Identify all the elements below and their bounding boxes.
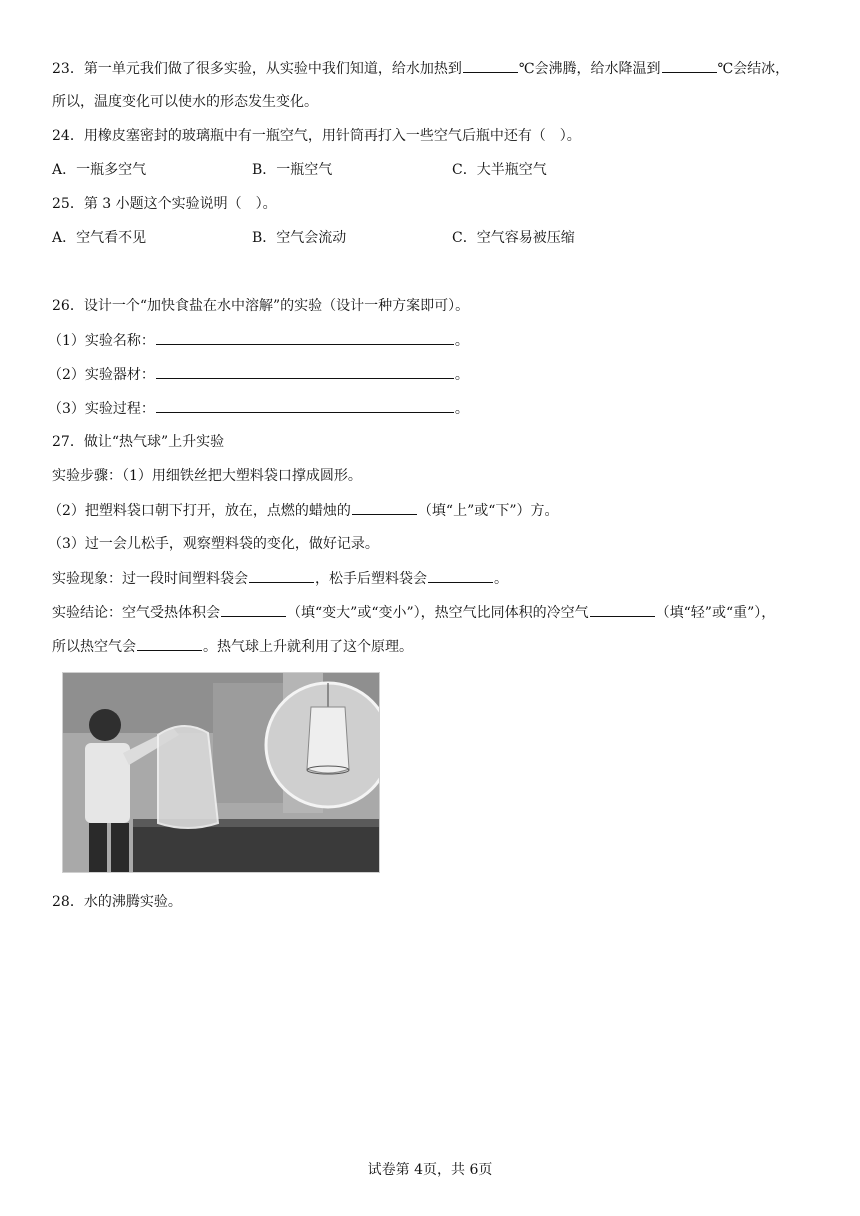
q23-blank-freeze[interactable] (662, 58, 717, 73)
q23-text-a: 23．第一单元我们做了很多实验，从实验中我们知道，给水加热到 (52, 61, 462, 77)
q27-step1: 实验步骤：（1）用细铁丝把大塑料袋口撑成圆形。 (52, 468, 362, 484)
q26-line2 (48, 364, 469, 385)
q24-option-b[interactable]: B．一瓶空气 (252, 162, 333, 178)
q26-period: 。 (454, 367, 469, 383)
q27-blank-rise[interactable] (137, 636, 202, 651)
q24-stem: 24．用橡皮塞密封的玻璃瓶中有一瓶空气，用针筒再打入一些空气后瓶中还有（ ）。 (52, 128, 581, 144)
q27-phenomenon (52, 568, 508, 589)
q26-period: 。 (454, 333, 469, 349)
q26-blank-materials[interactable] (156, 364, 454, 379)
q25-option-a[interactable]: A．空气看不见 (52, 230, 147, 246)
q26-label-name: （1）实验名称： (48, 333, 155, 349)
q24-option-c[interactable]: C．大半瓶空气 (452, 162, 547, 178)
q24-option-a[interactable]: A．一瓶多空气 (52, 162, 147, 178)
q25-option-b[interactable]: B．空气会流动 (252, 230, 347, 246)
q27-blank-position[interactable] (352, 500, 417, 515)
q27-step2-text-b: （填“上”或“下”）方。 (417, 503, 559, 519)
hot-air-balloon-experiment-photo (62, 672, 380, 873)
q27-title: 27．做让“热气球”上升实验 (52, 434, 225, 450)
photo-illustration (63, 673, 379, 872)
q26-stem: 26．设计一个“加快食盐在水中溶解”的实验（设计一种方案即可）。 (52, 298, 470, 314)
q27-blank-phen1[interactable] (249, 568, 314, 583)
q27-concl-text-c: （填“轻”或“重”）， (655, 605, 776, 621)
q27-concl-text-d: 所以热空气会 (52, 639, 136, 655)
q27-phen-text-a: 实验现象：过一段时间塑料袋会 (52, 571, 248, 587)
q27-blank-weight[interactable] (590, 602, 655, 617)
q27-phen-text-c: 。 (494, 571, 508, 587)
q23-text-b: ℃会沸腾，给水降温到 (518, 61, 661, 77)
q26-label-process: （3）实验过程： (48, 401, 155, 417)
q26-blank-name[interactable] (156, 330, 454, 345)
q27-phen-text-b: ，松手后塑料袋会 (315, 571, 427, 587)
q26-line1 (48, 330, 469, 351)
q23-text-c: ℃会结冰， (717, 61, 790, 77)
q28-stem: 28．水的沸腾实验。 (52, 894, 182, 910)
q23-blank-boil[interactable] (463, 58, 518, 73)
q25-option-c[interactable]: C．空气容易被压缩 (452, 230, 575, 246)
q27-conclusion-2 (52, 636, 413, 657)
q27-concl-text-a: 实验结论：空气受热体积会 (52, 605, 220, 621)
q27-step2-text-a: （2）把塑料袋口朝下打开，放在，点燃的蜡烛的 (48, 503, 351, 519)
q27-step2 (48, 500, 559, 521)
q27-step3: （3）过一会儿松手，观察塑料袋的变化，做好记录。 (48, 536, 379, 552)
q26-label-materials: （2）实验器材： (48, 367, 155, 383)
page-footer: 试卷第 4页，共 6页 (367, 1162, 493, 1178)
q26-line3 (48, 398, 469, 419)
q27-blank-phen2[interactable] (428, 568, 493, 583)
q23-line2: 所以，温度变化可以使水的形态发生变化。 (52, 94, 318, 110)
q27-conclusion (52, 602, 775, 623)
q27-blank-volume[interactable] (221, 602, 286, 617)
q27-concl-text-b: （填“变大”或“变小”），热空气比同体积的冷空气 (287, 605, 589, 621)
q26-period: 。 (454, 401, 469, 417)
q23-line1 (52, 58, 789, 79)
q26-blank-process[interactable] (156, 398, 454, 413)
q27-concl-text-e: 。热气球上升就利用了这个原理。 (203, 639, 413, 655)
q25-stem: 25．第 3 小题这个实验说明（ ）。 (52, 196, 277, 212)
